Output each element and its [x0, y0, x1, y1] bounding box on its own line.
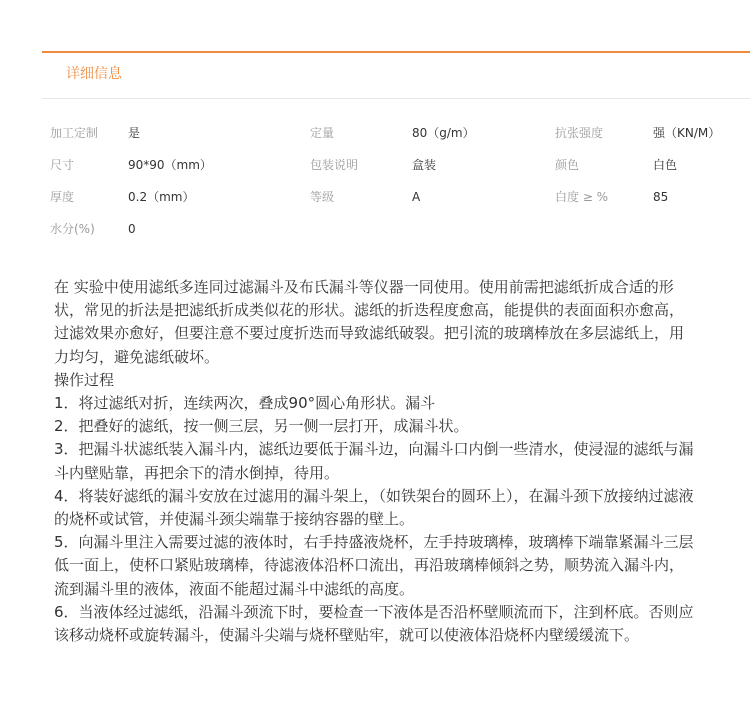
spec-label: 厚度	[50, 190, 75, 204]
description-step: 3．把漏斗状滤纸装入漏斗内，滤纸边要低于漏斗边，向漏斗口内倒一些清水，使浸湿的滤纸与漏斗内壁贴靠，再把余下的清水倒掉，待用。	[54, 440, 694, 482]
spec-row	[50, 188, 740, 220]
spec-label: 尺寸	[50, 158, 75, 172]
description-step: 1．将过滤纸对折，连续两次，叠成90°圆心角形状。漏斗	[54, 394, 436, 413]
description-paragraph: 在 实验中使用滤纸多连同过滤漏斗及布氏漏斗等仪器一同使用。使用前需把滤纸折成合适的形状，常见的折法是把滤纸折成类似花的形状。滤纸的折迭程度愈高，能提供的表面面积亦愈高，过滤效果亦愈好，但要注意不要过度折迭而导致滤纸破裂。把引流的玻璃棒放在多层滤纸上，用力均匀，避免滤纸破坏。	[54, 278, 685, 366]
spec-row	[50, 220, 740, 252]
spec-value: 0.2（mm）	[128, 190, 195, 204]
description-step: 2．把叠好的滤纸，按一侧三层，另一侧一层打开，成漏斗状。	[54, 417, 469, 436]
spec-label: 包装说明	[310, 158, 359, 172]
spec-label: 颜色	[555, 158, 580, 172]
tab-bar	[42, 53, 750, 99]
spec-table	[50, 124, 740, 252]
spec-label: 抗张强度	[555, 126, 604, 140]
description-step: 4．将装好滤纸的漏斗安放在过滤用的漏斗架上，（如铁架台的圆环上），在漏斗颈下放接纳过滤液的烧杯或试管，并使漏斗颈尖端靠于接纳容器的壁上。	[54, 486, 694, 529]
spec-row	[50, 124, 740, 156]
spec-label: 定量	[310, 126, 335, 140]
description-step: 6．当液体经过滤纸，沿漏斗颈流下时，要检查一下液体是否沿杯壁顺流而下，注到杯底。否则应该移动烧杯或旋转漏斗，使漏斗尖端与烧杯壁贴牢，就可以使液体沿烧杯内壁缓缓流下。	[54, 602, 694, 645]
spec-value: 85	[653, 190, 669, 204]
spec-label: 加工定制	[50, 126, 99, 140]
spec-value: 80（g/m）	[412, 126, 475, 140]
spec-value: 0	[128, 222, 136, 236]
spec-label: 等级	[310, 190, 335, 204]
spec-row	[50, 156, 740, 188]
spec-label: 水分(%)	[50, 222, 95, 236]
spec-label: 白度 ≥ %	[555, 190, 609, 204]
spec-value: A	[412, 190, 421, 204]
description-heading: 操作过程	[54, 370, 115, 389]
spec-value: 白色	[653, 158, 678, 172]
description-step: 5．向漏斗里注入需要过滤的液体时，右手持盛液烧杯，左手持玻璃棒，玻璃棒下端靠紧漏斗三层低一面上，使杯口紧贴玻璃棒，待滤液体沿杯口流出，再沿玻璃棒倾斜之势，顺势流入漏斗内，流到漏斗里的液体，液面不能超过漏斗中滤纸的高度。	[54, 533, 694, 598]
spec-value: 盒装	[412, 158, 437, 172]
product-description	[54, 276, 694, 647]
tab-details[interactable]: 详细信息	[66, 66, 122, 82]
spec-value: 强（KN/M）	[653, 126, 721, 140]
spec-value: 是	[128, 126, 141, 140]
spec-value: 90*90（mm）	[128, 158, 212, 172]
